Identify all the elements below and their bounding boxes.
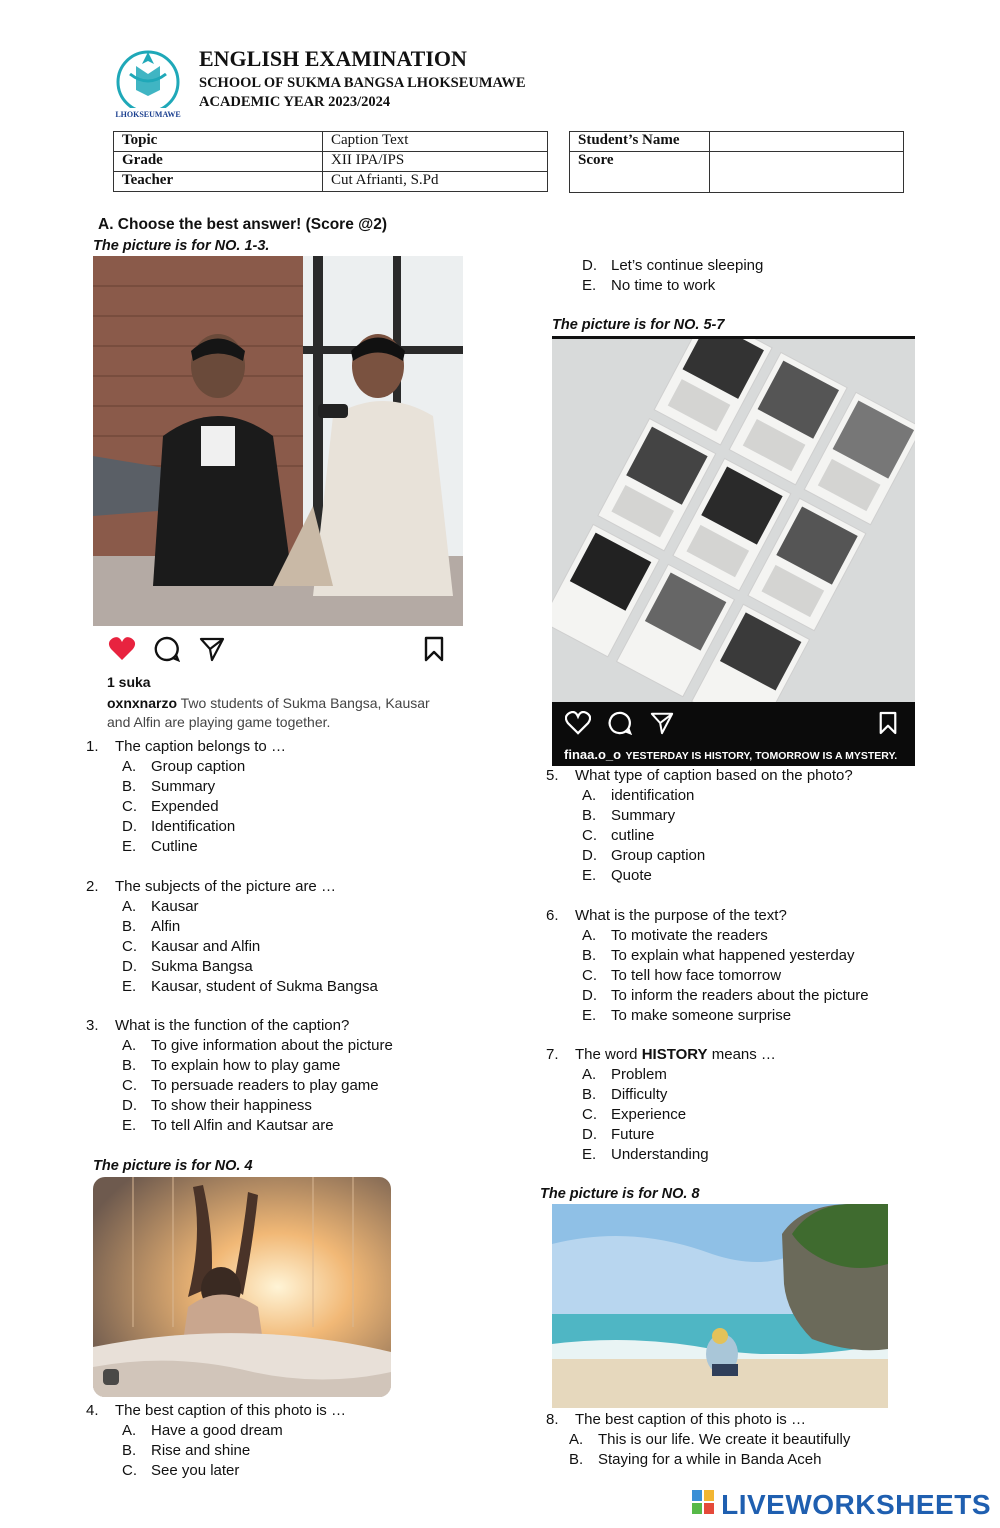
school-name: SCHOOL OF SUKMA BANGSA LHOKSEUMAWE <box>199 75 526 91</box>
table-row <box>114 152 548 172</box>
bookmark-icon[interactable] <box>423 636 445 667</box>
question-number: 2. <box>86 878 99 895</box>
table-row <box>114 172 548 192</box>
svg-text:LHOKSEUMAWE: LHOKSEUMAWE <box>115 110 181 119</box>
instagram-post-bar-1 <box>93 630 463 735</box>
option-b[interactable]: B. Difficulty <box>582 1086 668 1103</box>
share-icon[interactable] <box>199 636 225 667</box>
option-d[interactable]: D. Let’s continue sleeping <box>582 257 764 274</box>
post-caption-1 <box>107 694 447 732</box>
question-text: The best caption of this photo is … <box>115 1402 346 1419</box>
comment-icon[interactable] <box>608 711 632 740</box>
option-e[interactable]: E. To tell Alfin and Kautsar are <box>122 1117 334 1134</box>
liveworksheets-icon <box>692 1490 716 1520</box>
picture-label-4: The picture is for NO. 4 <box>93 1158 253 1174</box>
option-c[interactable]: C. Kausar and Alfin <box>122 938 261 955</box>
table-row <box>570 152 904 193</box>
option-a[interactable]: A. This is our life. We create it beautifully <box>569 1431 851 1448</box>
question-text: What is the purpose of the text? <box>575 907 787 924</box>
option-e[interactable]: E. No time to work <box>582 277 716 294</box>
picture-label-1-3: The picture is for NO. 1-3. <box>93 238 270 254</box>
score-field[interactable] <box>710 152 904 193</box>
question-number: 6. <box>546 907 559 924</box>
student-name-field[interactable] <box>710 132 904 152</box>
question-number: 1. <box>86 738 99 755</box>
academic-year: ACADEMIC YEAR 2023/2024 <box>199 94 391 110</box>
option-d[interactable]: D. To inform the readers about the picture <box>582 987 869 1004</box>
question-number: 3. <box>86 1017 99 1034</box>
option-a[interactable]: A. To motivate the readers <box>582 927 768 944</box>
question-number: 7. <box>546 1046 559 1063</box>
comment-icon[interactable] <box>154 636 180 667</box>
question-text: The best caption of this photo is … <box>575 1411 806 1428</box>
option-e[interactable]: E. Cutline <box>122 838 198 855</box>
option-a[interactable]: A. identification <box>582 787 695 804</box>
option-a[interactable]: A. Have a good dream <box>122 1422 283 1439</box>
topic-value: Caption Text <box>323 132 548 152</box>
students-gaming-photo <box>93 256 463 626</box>
option-b[interactable]: B. To explain how to play game <box>122 1057 341 1074</box>
option-b[interactable]: B. Alfin <box>122 918 181 935</box>
option-c[interactable]: C. Expended <box>122 798 219 815</box>
post-caption-text-2: YESTERDAY IS HISTORY, TOMORROW IS A MYSTERY. <box>625 750 898 762</box>
heart-icon[interactable] <box>108 636 136 667</box>
option-e[interactable]: E. Kausar, student of Sukma Bangsa <box>122 978 378 995</box>
liveworksheets-brand: LIVEWORKSHEETS <box>721 1489 992 1520</box>
exam-title: ENGLISH EXAMINATION <box>199 46 467 71</box>
option-c[interactable]: C. To persuade readers to play game <box>122 1077 379 1094</box>
question-text: The word HISTORY means … <box>575 1046 776 1063</box>
morning-stretch-photo <box>93 1177 391 1397</box>
student-table <box>569 131 904 193</box>
option-c[interactable]: C. Experience <box>582 1106 687 1123</box>
picture-label-5-7: The picture is for NO. 5-7 <box>552 317 725 333</box>
question-number: 5. <box>546 767 559 784</box>
option-c[interactable]: C. See you later <box>122 1462 240 1479</box>
option-c[interactable]: C. cutline <box>582 827 655 844</box>
option-d[interactable]: D. Future <box>582 1126 655 1143</box>
option-b[interactable]: B. Staying for a while in Banda Aceh <box>569 1451 822 1468</box>
beach-photo <box>552 1204 888 1408</box>
student-name-label: Student’s Name <box>570 132 710 152</box>
table-row <box>114 132 548 152</box>
post-caption-2 <box>564 746 897 764</box>
likes-count: 1 suka <box>107 674 151 690</box>
calendar-photo <box>552 336 915 702</box>
bookmark-icon[interactable] <box>878 711 898 740</box>
table-row <box>570 132 904 152</box>
post-username-1: oxnxnarzo <box>107 695 178 711</box>
question-number: 4. <box>86 1402 99 1419</box>
option-e[interactable]: E. Quote <box>582 867 652 884</box>
info-table <box>113 131 548 192</box>
option-c[interactable]: C. To tell how face tomorrow <box>582 967 782 984</box>
option-b[interactable]: B. Summary <box>122 778 216 795</box>
option-a[interactable]: A. Problem <box>582 1066 667 1083</box>
option-d[interactable]: D. Group caption <box>582 847 706 864</box>
post-username-2: finaa.o_o <box>564 747 622 762</box>
liveworksheets-logo <box>692 1489 991 1519</box>
question-number: 8. <box>546 1411 559 1428</box>
question-text: The caption belongs to … <box>115 738 286 755</box>
option-a[interactable]: A. Group caption <box>122 758 246 775</box>
option-e[interactable]: E. To make someone surprise <box>582 1007 792 1024</box>
option-a[interactable]: A. To give information about the picture <box>122 1037 393 1054</box>
picture-label-8: The picture is for NO. 8 <box>540 1186 700 1202</box>
teacher-label: Teacher <box>114 172 323 192</box>
instagram-post-bar-2 <box>552 702 915 766</box>
option-d[interactable]: D. To show their happiness <box>122 1097 312 1114</box>
option-e[interactable]: E. Understanding <box>582 1146 709 1163</box>
heart-outline-icon[interactable] <box>565 711 591 740</box>
topic-label: Topic <box>114 132 323 152</box>
option-b[interactable]: B. Rise and shine <box>122 1442 251 1459</box>
question-text: What is the function of the caption? <box>115 1017 350 1034</box>
share-icon[interactable] <box>650 711 674 740</box>
grade-label: Grade <box>114 152 323 172</box>
score-label: Score <box>570 152 710 193</box>
question-text: The subjects of the picture are … <box>115 878 336 895</box>
option-d[interactable]: D. Sukma Bangsa <box>122 958 253 975</box>
option-d[interactable]: D. Identification <box>122 818 236 835</box>
section-a-heading: A. Choose the best answer! (Score @2) <box>98 216 388 233</box>
school-logo <box>108 44 188 122</box>
grade-value: XII IPA/IPS <box>323 152 548 172</box>
option-a[interactable]: A. Kausar <box>122 898 199 915</box>
teacher-value: Cut Afrianti, S.Pd <box>323 172 548 192</box>
post-caption-text-1: Two students of Sukma Bangsa, Kausar and Alfin are playing game together. <box>107 695 430 730</box>
option-b[interactable]: B. To explain what happened yesterday <box>582 947 855 964</box>
question-text: What type of caption based on the photo? <box>575 767 853 784</box>
option-b[interactable]: B. Summary <box>582 807 676 824</box>
